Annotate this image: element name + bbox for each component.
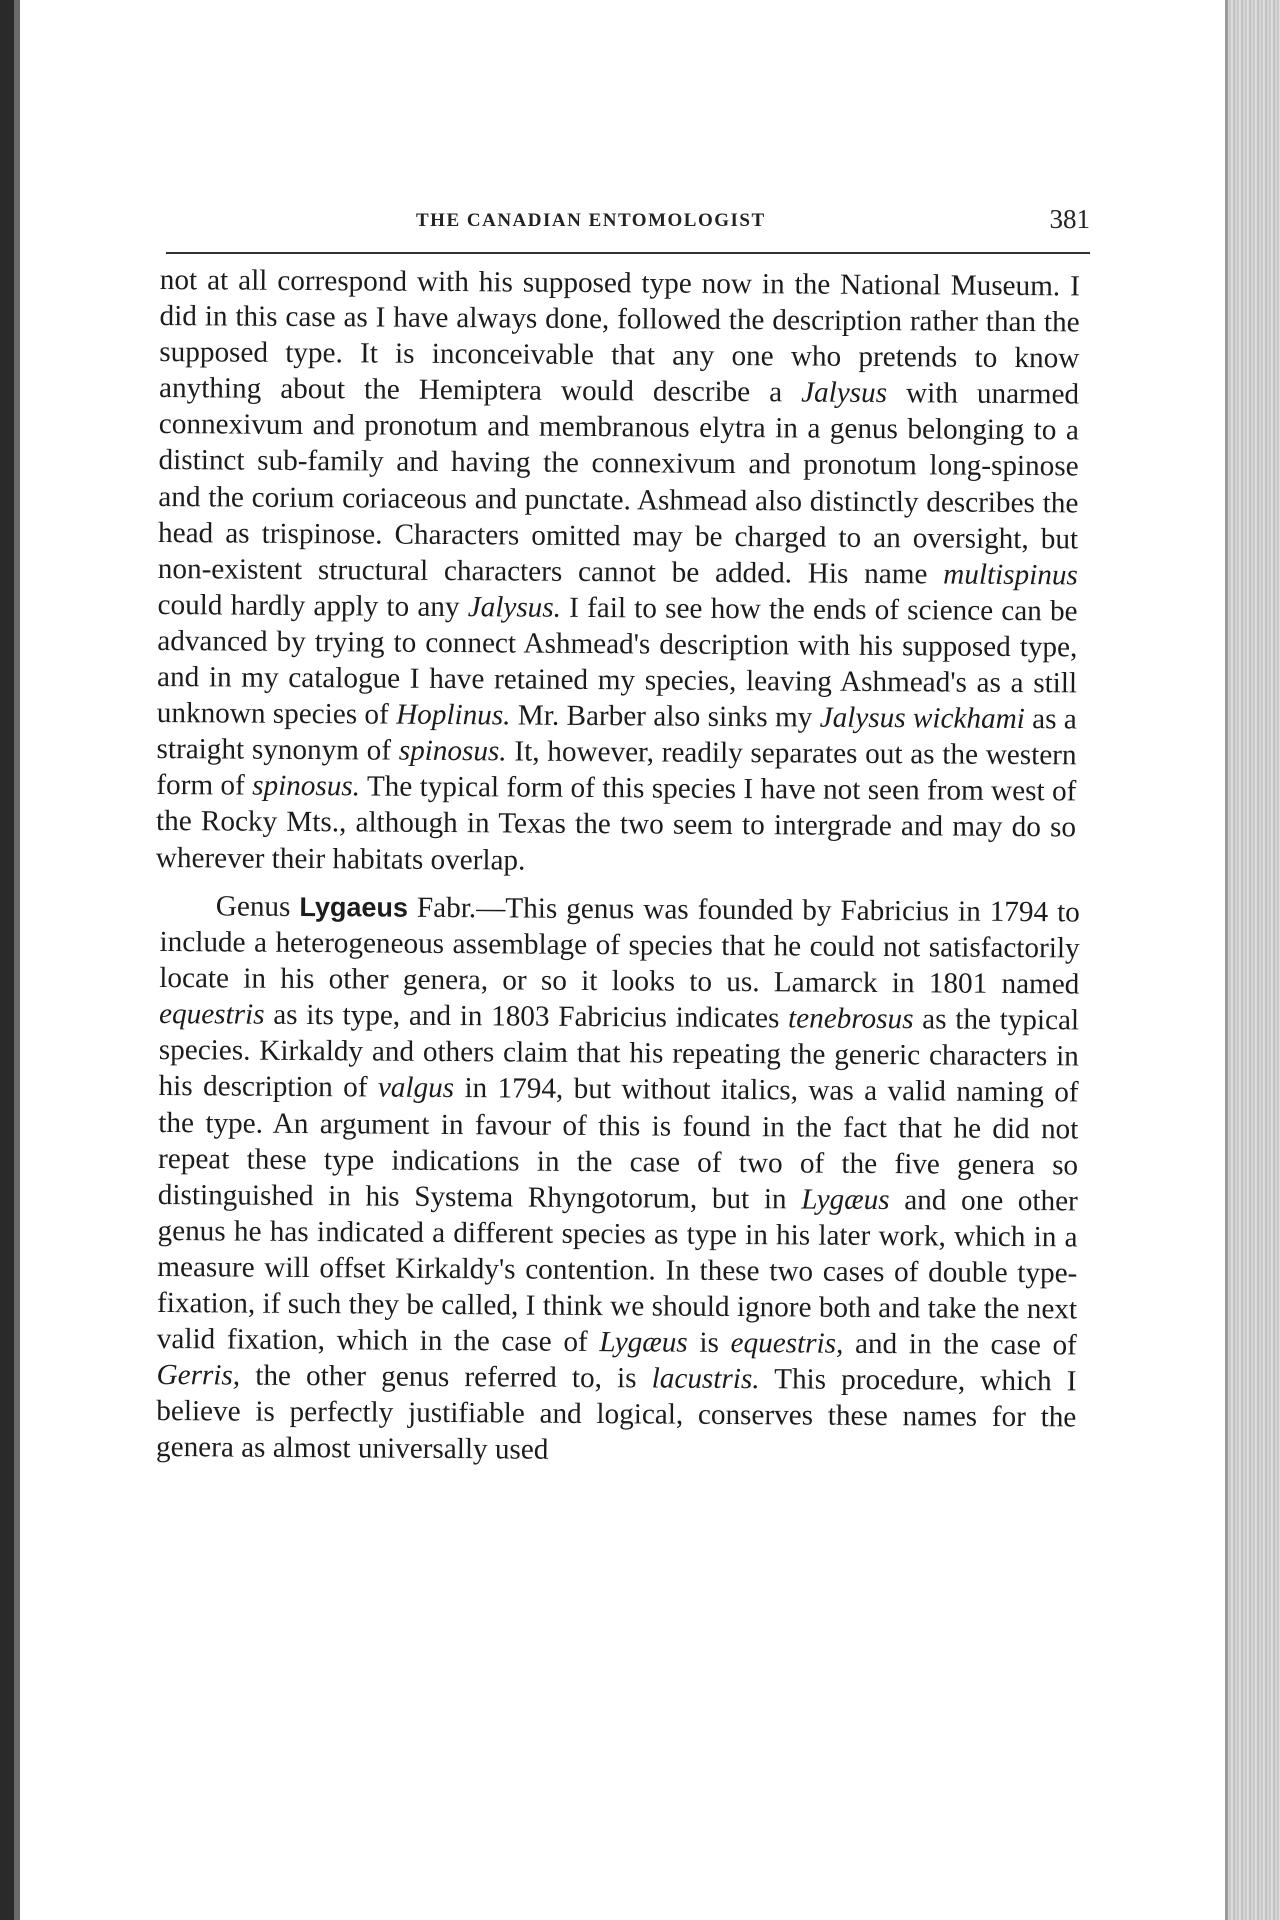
text-run: not at all correspond with his supposed type now in the National Museum. I did in this case as I have always done, followed the description rather than the supposed type. It is inconceivable that any one who pretends to know anything about the Hemiptera would describe a [159,263,1080,409]
text-run: could hardly apply to any [157,588,468,624]
text-run: as the typical species. Kirkaldy and others claim that his repeating the generic characters in his description of [158,1003,1080,1104]
header-rule [166,252,1090,254]
italic-term: multispinus [943,558,1078,592]
italic-term: equestris, [730,1326,844,1360]
scan-left-border [0,0,14,1920]
italic-term: spinosus. [252,769,361,803]
italic-term: Lygæus [599,1325,688,1359]
italic-term: spinosus. [398,734,507,768]
italic-term: Hoplinus. [396,698,511,732]
italic-term: Jalysus [801,376,888,410]
text-run: as a straight synonym of [156,703,1077,767]
text-run: as its type, and in 1803 Fabricius indicates [264,998,789,1035]
paragraph-1 [156,262,1080,882]
text-run: and in the case of [843,1327,1077,1362]
italic-term: tenebrosus [788,1002,914,1036]
text-run: is [687,1326,731,1359]
text-run: the other genus referred to, is [240,1359,652,1395]
italic-term: lacustris. [651,1362,760,1396]
running-head: THE CANADIAN ENTOMOLOGIST [416,210,766,231]
paragraph-2 [156,888,1080,1472]
text-run: with unarmed connexivum and pronotum and membranous elytra in a genus belonging to a distinct sub-family and having the connexivum and pronotum long-spinose and the corium coriaceous and punctate. Ashmead also distinctly describes the head as trispinose. Characters omitted may be charged to an oversight, but non-existent structural characters cannot be added. His name [157,377,1080,591]
italic-term: Lygæus [801,1182,890,1216]
page-block-edges [1228,0,1280,1920]
text-run: in 1794, but without italics, was a valid naming of the type. An argument in favour of this is found in the fact that he did not repeat these type indications in the case of two of the five genera so distinguished in his Systema Rhyngotorum, but in [157,1072,1079,1215]
text-run: It, however, readily separates out as the western form of [156,735,1077,802]
italic-term: valgus [377,1071,455,1105]
genus-heading: Lygaeus [299,891,409,923]
italic-term: Gerris, [156,1358,241,1392]
page-number: 381 [1049,204,1090,234]
text-run: Mr. Barber also sinks my [510,699,820,734]
text-run: The typical form of this species I have not seen from west of the Rocky Mts., although in Texas the two seem to intergrade and may do so wherever their habitats overlap. [155,770,1077,877]
text-run: Fabr.—This genus was founded by Fabricius in 1794 to include a heterogeneous assemblage of species that he could not satisfactorily locate in his other genera, or so it looks to us. Lamarck in 1801 named [159,891,1080,1001]
italic-term: equestris [159,997,265,1031]
italic-term: Jalysus. [467,591,562,624]
italic-term: Jalysus wickhami [819,701,1025,736]
scan-left-border-inner [14,0,20,1920]
text-run: Genus [215,889,300,923]
text-run: I fail to see how the ends of science can be advanced by trying to connect Ashmead's description with his supposed type, and in my catalogue I have retained my species, leaving Ashmead's as a still unknown species of [156,591,1078,731]
page-header [166,204,1090,244]
text-run: and one other genus he has indicated a different species as type in his later work, which in a measure will offset Kirkaldy's contention. In these two cases of double type-fixation, if such they be called, I think we should ignore both and take the next valid fixation, which in the case of [156,1183,1078,1358]
body-text [155,262,1080,1466]
text-run: This procedure, which I believe is perfectly justifiable and logical, conserves these names for the genera as almost universally used [155,1363,1077,1466]
